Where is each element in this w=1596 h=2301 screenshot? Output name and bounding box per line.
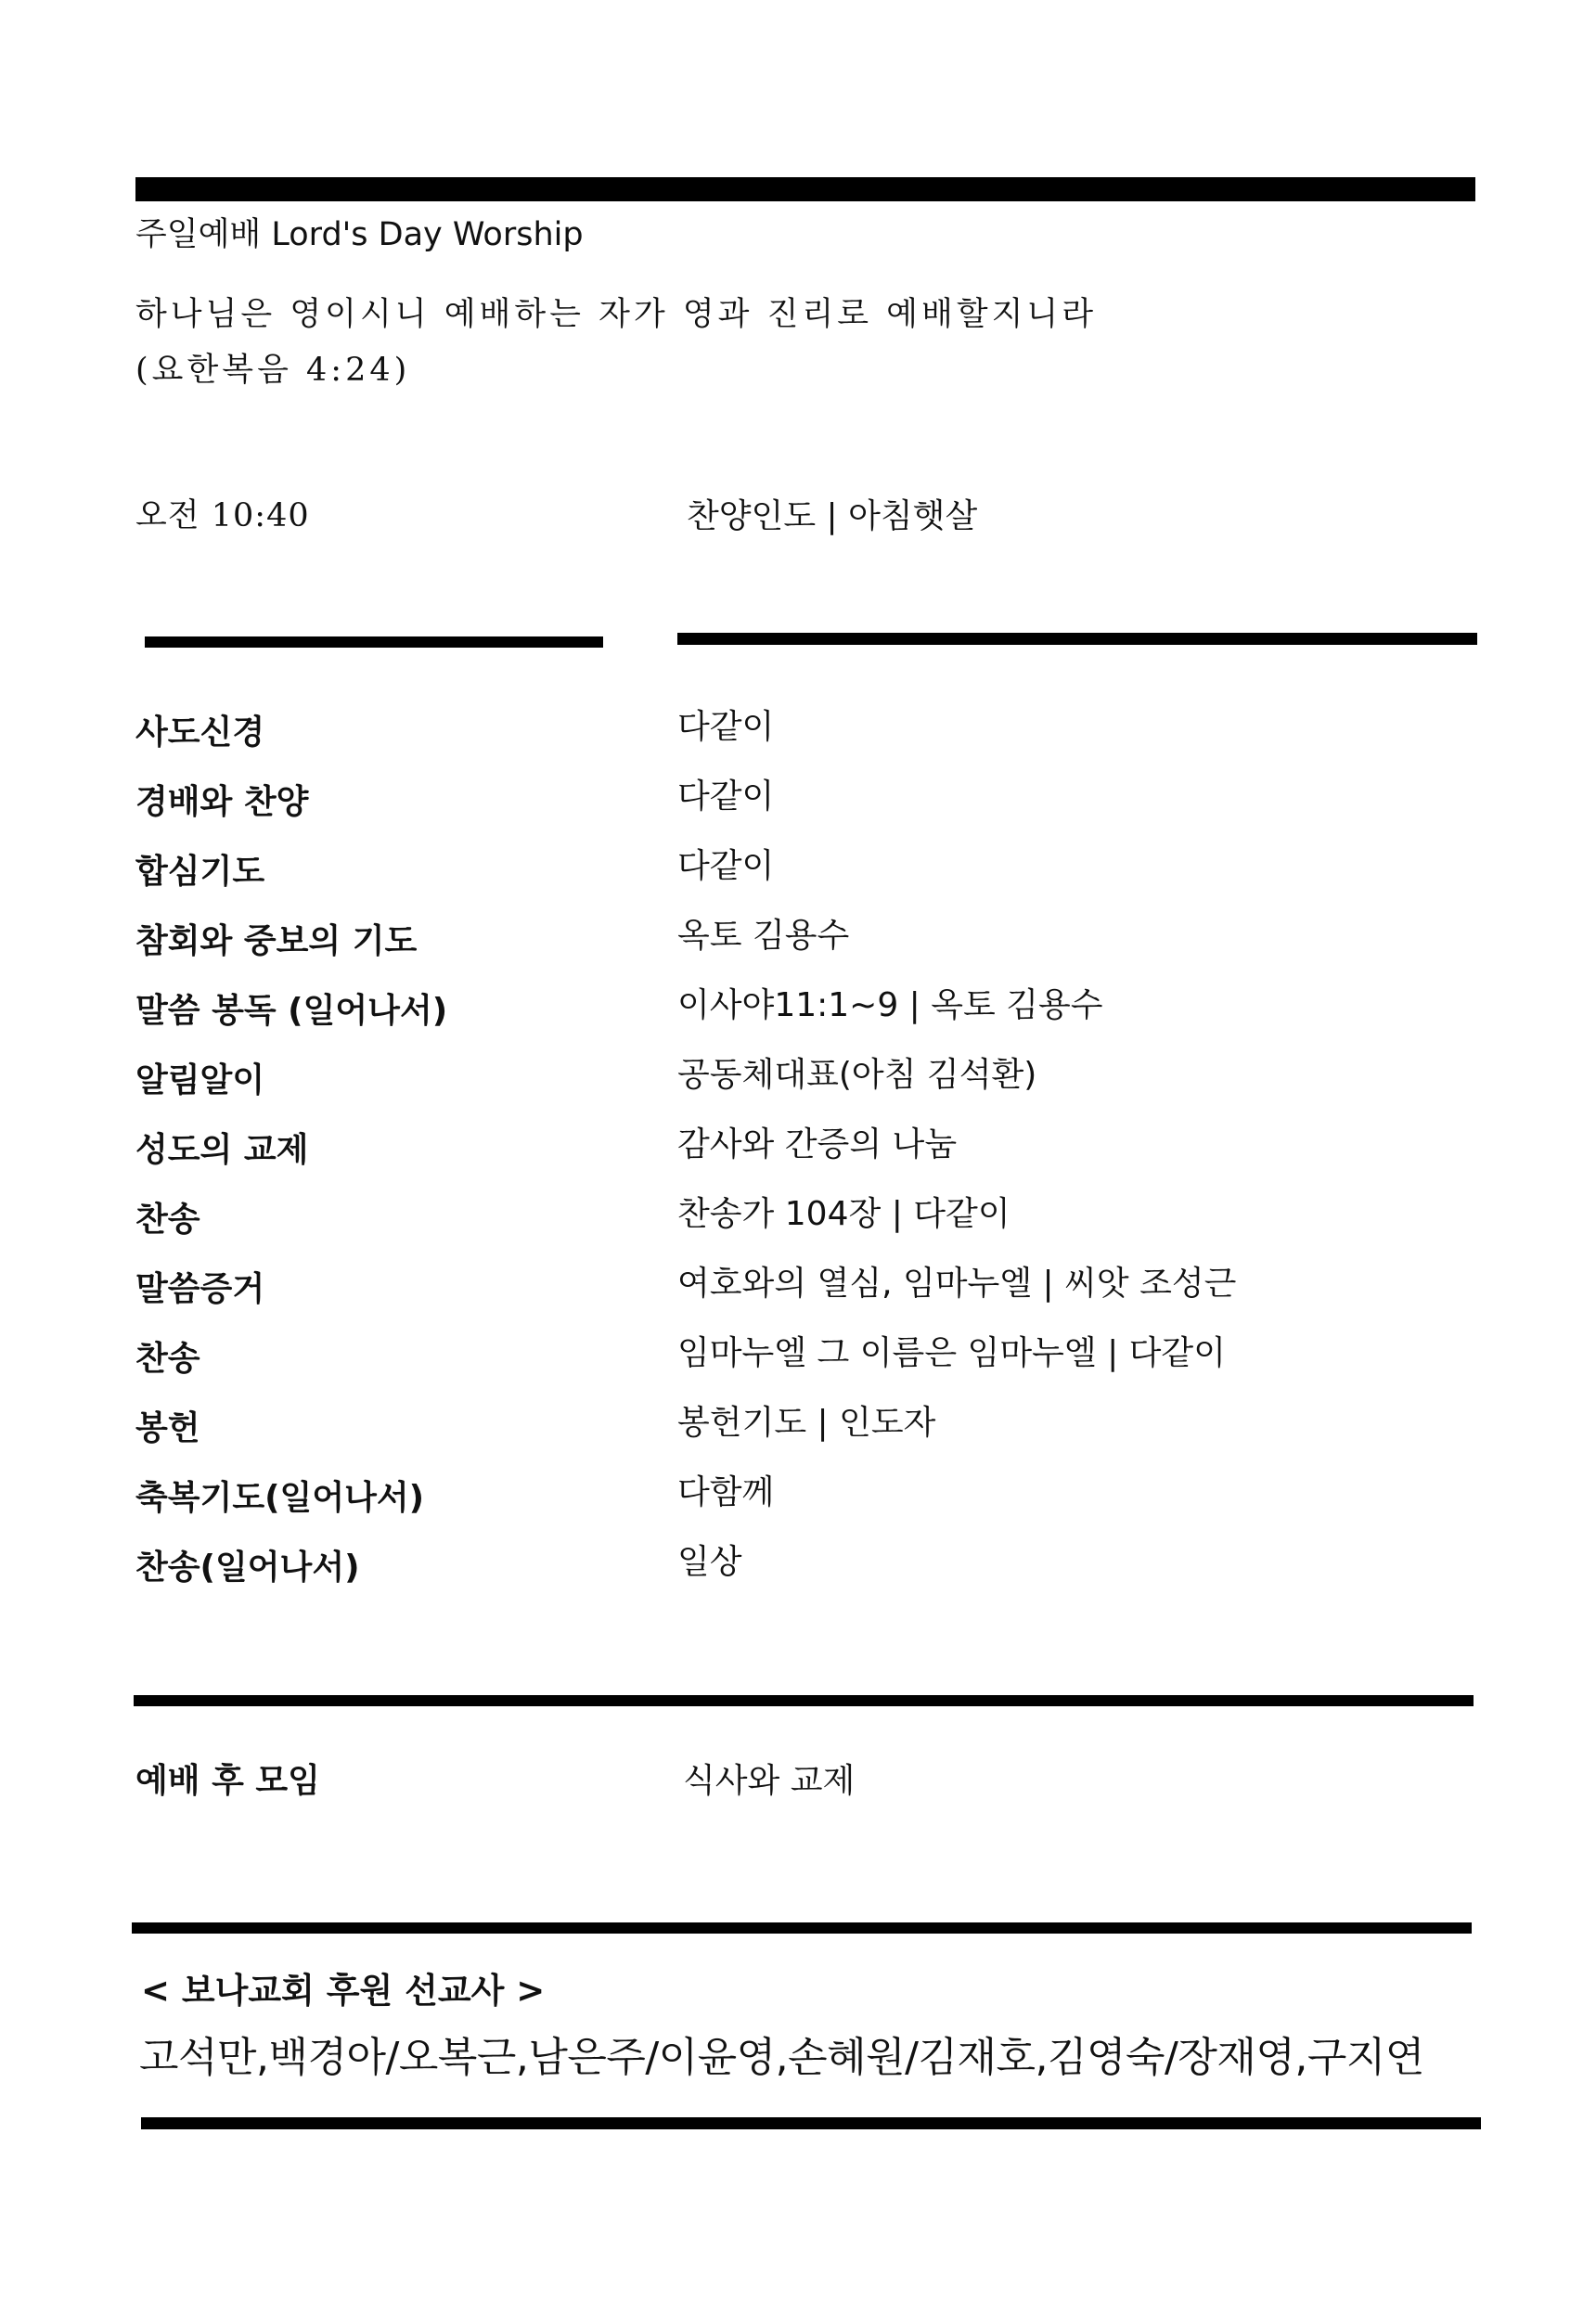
order-item-label: 축복기도(일어나서) <box>135 1479 425 1517</box>
order-item-detail: 일상 <box>677 1543 742 1581</box>
after-service-detail: 식사와 교제 <box>683 1762 856 1800</box>
order-item-detail: 이사야11:1~9 | 옥토 김용수 <box>677 986 1103 1024</box>
order-item-detail: 옥토 김용수 <box>677 917 850 955</box>
order-item <box>0 1542 1596 1612</box>
order-item <box>0 916 1596 985</box>
order-item <box>0 1403 1596 1472</box>
order-item-label: 말씀증거 <box>135 1270 265 1308</box>
order-item-label: 찬송(일어나서) <box>135 1549 360 1587</box>
missionaries-divider <box>132 1922 1472 1934</box>
after-service-label: 예배 후 모임 <box>135 1762 320 1800</box>
service-title: 주일예배 Lord's Day Worship <box>135 216 584 253</box>
order-item <box>0 1194 1596 1264</box>
order-item <box>0 1055 1596 1125</box>
order-item <box>0 1264 1596 1333</box>
order-item-detail: 임마누엘 그 이름은 임마누엘 | 다같이 <box>677 1334 1226 1372</box>
after-service-divider <box>134 1695 1474 1706</box>
worship-leader: 찬양인도 | 아침햇살 <box>687 497 978 535</box>
bottom-divider <box>141 2117 1481 2129</box>
order-item-detail: 찬송가 104장 | 다같이 <box>677 1195 1010 1233</box>
scripture-reference: (요한복음 4:24) <box>135 352 411 389</box>
order-item-detail: 다같이 <box>677 778 775 816</box>
order-item <box>0 707 1596 777</box>
top-divider <box>135 177 1475 201</box>
order-item-label: 찬송 <box>135 1340 200 1378</box>
scripture-verse: 하나님은 영이시니 예배하는 자가 영과 진리로 예배할지니라 <box>135 296 1098 333</box>
order-item-detail: 다같이 <box>677 847 775 885</box>
service-time: 오전 10:40 <box>135 497 310 534</box>
order-item-label: 봉헌 <box>135 1409 200 1447</box>
order-item-label: 사도신경 <box>135 713 265 752</box>
order-item <box>0 1333 1596 1403</box>
left-column-divider <box>145 636 603 648</box>
order-item-detail: 여호와의 열심, 임마누엘 | 씨앗 조성근 <box>677 1265 1237 1303</box>
order-item <box>0 777 1596 846</box>
order-item-label: 성도의 교제 <box>135 1131 309 1169</box>
order-item-label: 말씀 봉독 (일어나서) <box>135 992 448 1030</box>
order-item-label: 경배와 찬양 <box>135 783 309 821</box>
order-item-detail: 다함께 <box>677 1473 775 1511</box>
order-item <box>0 985 1596 1055</box>
order-item-detail: 봉헌기도 | 인도자 <box>677 1404 936 1442</box>
order-item-detail: 감사와 간증의 나눔 <box>677 1125 958 1163</box>
order-item <box>0 846 1596 916</box>
order-item <box>0 1125 1596 1194</box>
order-item-detail: 다같이 <box>677 708 775 746</box>
right-column-divider <box>677 633 1477 645</box>
missionaries-names: 고석만,백경아/오복근,남은주/이윤영,손혜원/김재호,김영숙/장재영,구지연 <box>139 2034 1424 2081</box>
order-item-label: 참회와 중보의 기도 <box>135 922 418 960</box>
missionaries-heading: < 보나교회 후원 선교사 > <box>141 1971 546 2011</box>
order-item-detail: 공동체대표(아침 김석환) <box>677 1056 1037 1094</box>
order-item-label: 알림알이 <box>135 1061 265 1099</box>
order-item-label: 합심기도 <box>135 853 265 891</box>
order-item <box>0 1472 1596 1542</box>
order-item-label: 찬송 <box>135 1201 200 1239</box>
